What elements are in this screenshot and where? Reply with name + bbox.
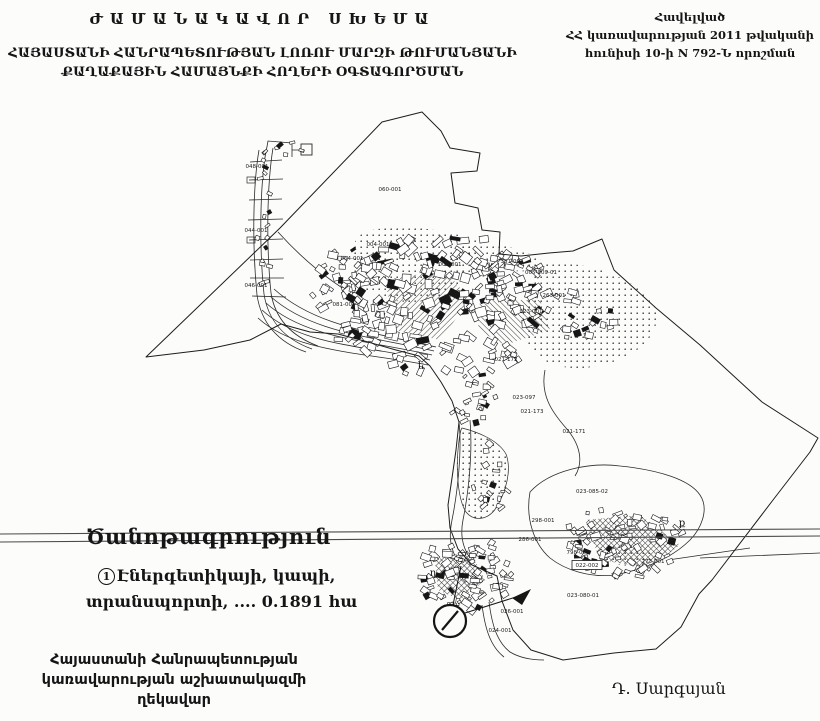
parcel [384, 317, 390, 324]
parcel-label: 263-001 [542, 293, 566, 299]
parcel-label: 798-001 [566, 550, 590, 556]
page-subtitle [0, 44, 525, 82]
parcel [497, 272, 504, 276]
parcel [600, 321, 606, 328]
parcel [460, 573, 469, 578]
parcel [423, 560, 432, 567]
parcel [463, 374, 468, 378]
parcel [408, 313, 413, 319]
parcel [470, 578, 480, 583]
parcel [386, 325, 397, 334]
parcel [453, 338, 461, 343]
parcel [651, 514, 661, 522]
parcel [651, 564, 660, 573]
parcel [351, 284, 355, 291]
parcel [362, 315, 369, 323]
legend-item-line-1 [98, 563, 398, 589]
approval-note [560, 8, 820, 62]
parcel [267, 191, 273, 196]
parcel [453, 272, 460, 280]
parcel-label: 048-001 [245, 164, 269, 170]
parcel [487, 367, 495, 374]
parcel-label: 026-001 [500, 609, 524, 615]
parcel [458, 558, 463, 561]
parcel-label: 023-080-01 [567, 593, 599, 599]
parcel-label: 022-002 [575, 563, 599, 569]
parcel [468, 366, 480, 378]
parcel [486, 295, 494, 300]
parcel [596, 309, 601, 314]
parcel [667, 537, 676, 545]
parcel [504, 577, 513, 580]
footer-org-line-3: ղեկավար [137, 692, 211, 708]
parcel [489, 598, 494, 603]
parcel [493, 583, 503, 589]
parcel [425, 280, 432, 289]
map-letter: ք [678, 518, 686, 529]
parcel-label: 044-001 [244, 228, 268, 234]
subtitle-line-1: ՀԱՅԱՍՏԱՆԻ ՀԱՆՐԱՊԵՏՈՒԹՅԱՆ ԼՈՌՈՒ ՄԱՐԶԻ ԹՈՒՄԱՆՅԱՆԻ [8, 46, 517, 61]
parcel [266, 264, 273, 269]
parcel [488, 545, 496, 551]
parcel-label: 064-001 [340, 256, 364, 262]
parcel [479, 235, 489, 243]
parcel-label: 046-001 [244, 283, 268, 289]
parcel [402, 371, 408, 377]
parcel [473, 419, 480, 426]
parcel [488, 556, 494, 560]
legend-item-line-2: տրանսպորտի, .... 0.1891 հա [86, 592, 358, 611]
parcel [448, 543, 455, 550]
parcel [497, 285, 503, 292]
subtitle-line-2: ՔԱՂԱՔԱՅԻՆ ՀԱՄԱՅՆՔԻ ՀՈՂԵՐԻ ՕԳՏԱԳՈՐԾՄԱՆ [61, 65, 464, 80]
signature: Դ. Սարգսյան [612, 679, 726, 698]
parcel [483, 497, 487, 502]
parcel [650, 539, 655, 542]
parcel [486, 284, 495, 289]
parcel [334, 337, 343, 341]
parcel-label: 381-001 [500, 259, 524, 265]
parcel [371, 304, 375, 311]
parcel [508, 571, 514, 577]
parcel [564, 335, 569, 339]
parcel [289, 141, 295, 145]
parcel-label: 060-001 [378, 187, 402, 193]
parcel [460, 291, 470, 298]
parcel-label: 081-001 [332, 302, 356, 308]
parcel [380, 311, 384, 318]
approval-line-2: ՀՀ կառավարության 2011 թվականի [566, 28, 814, 42]
parcel [263, 149, 268, 154]
parcel-label: 024-001 [488, 628, 512, 634]
parcel [564, 299, 572, 303]
parcel [402, 332, 409, 341]
parcel [354, 310, 360, 316]
legend-marker-1-icon: 1 [98, 568, 115, 585]
parcel [299, 149, 304, 152]
parcel [566, 524, 572, 531]
parcel [472, 289, 480, 295]
parcel [470, 553, 476, 557]
footer-organization [36, 650, 312, 710]
parcel [562, 326, 571, 333]
parcel-label: 003-001 [438, 262, 462, 268]
parcel [599, 507, 604, 513]
parcel-label: 023-097 [512, 395, 536, 401]
parcel-label: 286-001 [518, 537, 542, 543]
parcel [575, 544, 582, 548]
parcel [400, 363, 408, 371]
parcel [497, 496, 501, 502]
parcel-label: 023-001 [519, 309, 543, 315]
parcel [454, 366, 464, 373]
parcel [339, 265, 345, 270]
parcel [329, 266, 335, 272]
parcel [418, 575, 426, 579]
parcel [493, 394, 498, 399]
parcel [608, 309, 613, 314]
parcel-label: 004-001 [366, 242, 390, 248]
parcel [283, 153, 288, 157]
legend-item [86, 563, 398, 615]
approval-line-3: հունիսի 10-ի N 792-Ն որոշման [584, 46, 796, 60]
parcel [662, 517, 668, 521]
parcel [586, 511, 590, 515]
map-letter: ե [417, 361, 425, 372]
parcel [483, 448, 489, 454]
parcel [629, 526, 636, 529]
parcel [387, 360, 398, 369]
parcel [616, 557, 621, 560]
parcel [262, 214, 266, 218]
legend-heading: Ծանոթագրություն [86, 524, 332, 549]
parcel [263, 245, 268, 250]
parcel [628, 519, 632, 525]
parcel [492, 470, 500, 473]
parcel [460, 418, 469, 425]
parcel [515, 282, 522, 285]
parcel [259, 262, 265, 266]
corridor-strip [244, 141, 318, 352]
parcel-label: 021-172 [494, 357, 518, 363]
parcel [635, 574, 644, 579]
parcel-label: 298-001 [531, 518, 555, 524]
parcel [497, 462, 502, 467]
parcel [504, 560, 511, 567]
parcel [338, 277, 343, 283]
parcel [472, 392, 480, 397]
parcel-label: 023-085-02 [576, 489, 608, 495]
legend-item-text-1: Էներգետիկայի, կապի, [117, 566, 336, 585]
parcel [442, 551, 452, 557]
parcel [465, 381, 472, 387]
parcel [441, 365, 451, 375]
parcel [350, 318, 360, 324]
parcel-label: 005-009-01 [525, 270, 557, 276]
parcel [468, 546, 475, 553]
parcel [609, 319, 618, 325]
page-title: ԺԱՄԱՆԱԿԱՎՈՐ ՍԽԵՄԱ [89, 10, 436, 28]
parcel-label: 273-001 [641, 559, 665, 565]
footer-org-line-2: կառավարության աշխատակազմի [41, 672, 307, 688]
approval-line-1: Հավելված [654, 10, 726, 24]
parcel [464, 413, 469, 416]
parcel [479, 556, 485, 560]
parcel [309, 292, 316, 299]
parcel-label: 021-173 [520, 409, 544, 415]
parcel [429, 545, 436, 552]
parcel [487, 575, 492, 578]
footer-org-line-1: Հայաստանի Հանրապետության [50, 652, 298, 668]
parcel [585, 331, 594, 339]
parcel [501, 490, 505, 493]
parcel-label: 021-171 [562, 429, 586, 435]
map-letter: ղ [429, 568, 437, 579]
parcel [400, 307, 408, 316]
parcel [504, 488, 511, 494]
parcel [666, 558, 673, 565]
parcel [378, 322, 385, 330]
parcel [514, 285, 524, 293]
header-block [0, 10, 525, 82]
parcel [479, 373, 486, 377]
parcel [478, 399, 487, 405]
parcel [382, 302, 386, 306]
parcel [481, 416, 486, 420]
parcel [633, 514, 642, 521]
